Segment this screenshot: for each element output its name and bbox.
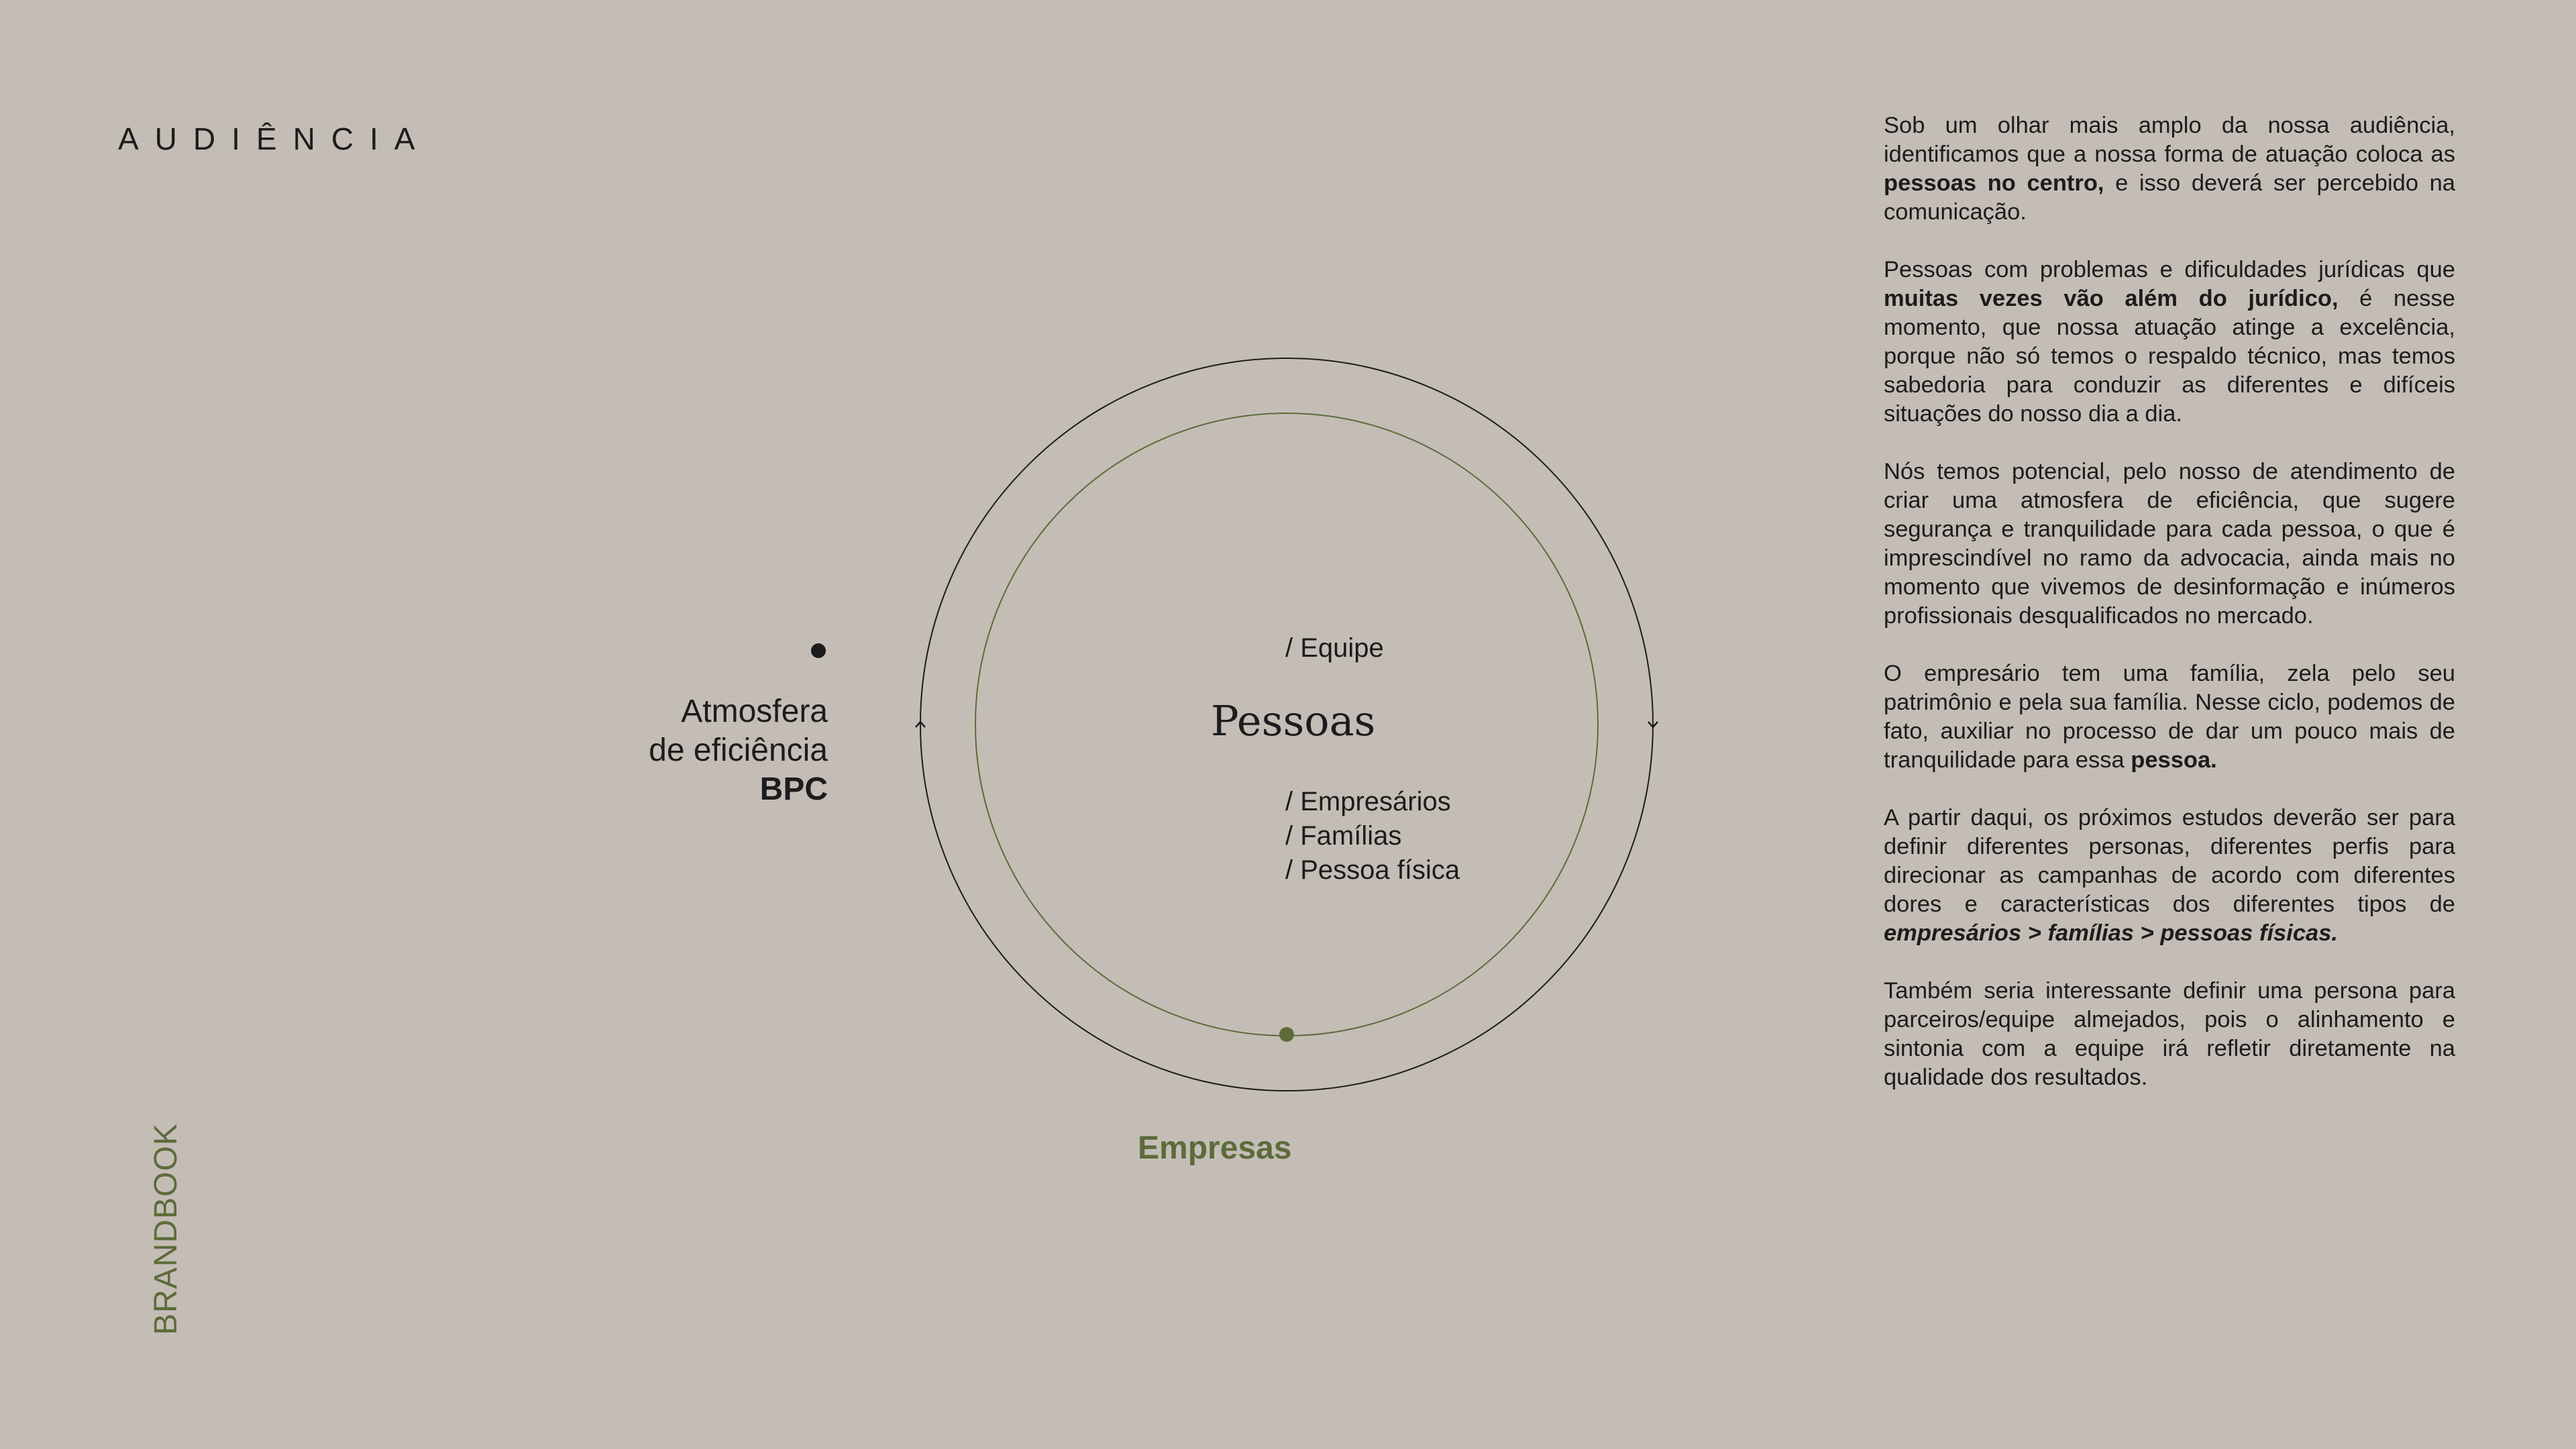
atmosphere-line-1: Atmosfera [681,694,828,729]
paragraph-4: O empresário tem uma família, zela pelo seu patrimônio e pela sua família. Nesse ciclo, podemos de fato, auxiliar no processo de dar um pouco mais de tranquilidade para essa pessoa. [1884,661,2455,773]
paragraph-6: Também seria interessante definir uma persona para parceiros/equipe almejados, pois o alinhamento e sintonia com a equipe irá refletir diretamente na qualidade dos resultados. [1884,978,2455,1090]
equipe-label: / Equipe [1285,633,1384,663]
body-text [1884,111,2455,1121]
atmosphere-line-3: BPC [759,771,828,807]
paragraph-5: A partir daqui, os próximos estudos deverão ser para definir diferentes personas, diferentes perfis para direcionar as campanhas de acordo com diferentes dores e características dos diferentes tipos de empresários > famílias > pessoas físicas. [1884,805,2455,946]
left-dot [811,643,826,658]
atmosphere-label [649,692,828,809]
empresas-label: Empresas [1138,1130,1292,1166]
list-item: / Famílias [1285,821,1402,851]
atmosphere-line-2: de eficiência [649,733,828,768]
list-item: / Pessoa física [1285,855,1460,885]
paragraph-1: Sob um olhar mais amplo da nossa audiência, identificamos que a nossa forma de atuação coloca as pessoas no centro, e isso deverá ser percebido na comunicação. [1884,113,2455,225]
list-item: / Empresários [1285,787,1451,816]
people-list [1285,785,1460,888]
paragraph-3: Nós temos potencial, pelo nosso de atendimento de criar uma atmosfera de eficiência, que sugere segurança e tranquilidade para cada pessoa, o que é imprescindível no ramo da advocacia, ainda mais no momento que vivemos de desinformação e inúmeros profissionais desqualificados no mercado. [1884,459,2455,629]
center-title: Pessoas [1211,696,1376,745]
page-title: AUDIÊNCIA [118,121,431,156]
paragraph-2: Pessoas com problemas e dificuldades jurídicas que muitas vezes vão além do jurídico, é nesse momento, que nossa atuação atinge a excelência, porque não só temos o respaldo técnico, mas temos sabedoria para conduzir as diferentes e difíceis situações do nosso dia a dia. [1884,257,2455,427]
bottom-dot [1279,1027,1294,1042]
brandbook-label: BRANDBOOK [148,1123,184,1335]
